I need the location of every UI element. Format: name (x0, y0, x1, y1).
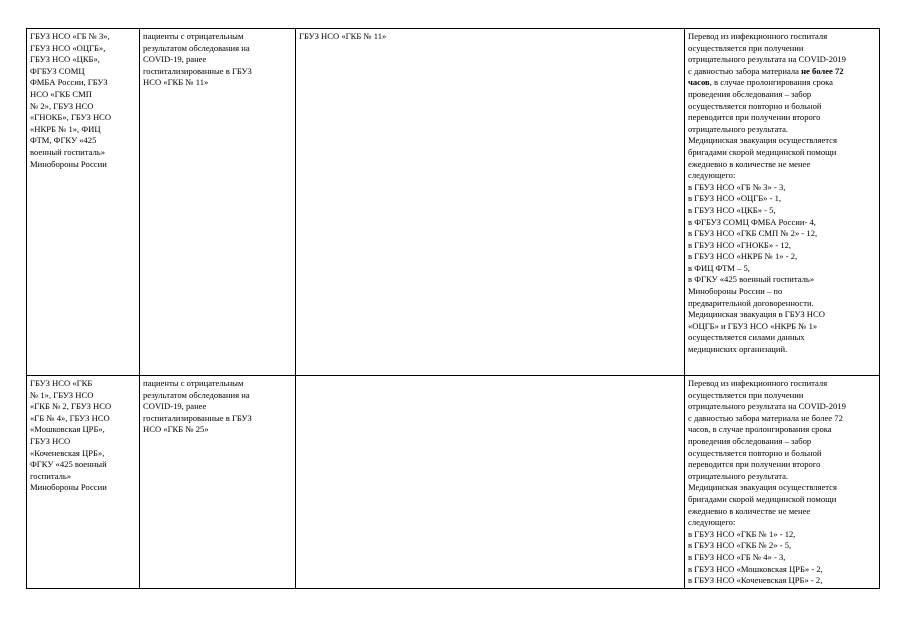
table-row (27, 376, 880, 589)
source-hospitals-cell: ГБУЗ НСО «ГКБ № 1», ГБУЗ НСО «ГКБ № 2, ГБУЗ НСО «ГБ № 4», ГБУЗ НСО «Мошковская ЦРБ», ГБУЗ НСО «Коченевская ЦРБ», ФГКУ «425 военный госпиталь» Минобороны России (27, 376, 140, 589)
table-row (27, 29, 880, 376)
patient-category-cell: пациенты с отрицательным результатом обследования на COVID-19, ранее госпитализированные в ГБУЗ НСО «ГКБ № 25» (140, 376, 296, 589)
origin-hospital-cell (296, 376, 685, 589)
origin-hospital-cell: ГБУЗ НСО «ГКБ № 11» (296, 29, 685, 376)
patient-category-cell: пациенты с отрицательным результатом обследования на COVID-19, ранее госпитализированные в ГБУЗ НСО «ГКБ № 11» (140, 29, 296, 376)
transfer-conditions-cell: Перевод из инфекционного госпиталя осуществляется при получении отрицательного результата на COVID-2019 с давностью забора материала не более 72 часов, в случае пролонгирования срока проведения обследования – забор осуществляется повторно и больной переводится при получении второго отрицательного результата. Медицинская эвакуация осуществляется бригадами скорой медицинской помощи ежедневно в количестве не менее следующего: в ГБУЗ НСО «ГКБ № 1» - 12, в ГБУЗ НСО «ГКБ № 2» - 5, в ГБУЗ НСО «ГБ № 4» - 3, в ГБУЗ НСО «Мошковская ЦРБ» - 2, в ГБУЗ НСО «Коченевская ЦРБ» - 2, (685, 376, 880, 589)
source-hospitals-cell: ГБУЗ НСО «ГБ № 3», ГБУЗ НСО «ОЦГБ», ГБУЗ НСО «ЦКБ», ФГБУЗ СОМЦ ФМБА России, ГБУЗ НСО «ГКБ СМП № 2», ГБУЗ НСО «ГНОКБ», ГБУЗ НСО «НКРБ № 1», ФИЦ ФТМ, ФГКУ «425 военный госпиталь» Минобороны России (27, 29, 140, 376)
evacuation-table (26, 28, 880, 589)
transfer-conditions-cell: Перевод из инфекционного госпиталя осуществляется при получении отрицательного результата на COVID-2019 с давностью забора материала не более 72 часов, в случае пролонгирования срока проведения обследования – забор осуществляется повторно и больной переводится при получении второго отрицательного результата. Медицинская эвакуация осуществляется бригадами скорой медицинской помощи ежедневно в количестве не менее следующего: в ГБУЗ НСО «ГБ № 3» - 3, в ГБУЗ НСО «ОЦГБ» - 1, в ГБУЗ НСО «ЦКБ» - 5, в ФГБУЗ СОМЦ ФМБА России- 4, в ГБУЗ НСО «ГКБ СМП № 2» - 12, в ГБУЗ НСО «ГНОКБ» - 12, в ГБУЗ НСО «НКРБ № 1» - 2, в ФИЦ ФТМ – 5, в ФГКУ «425 военный госпиталь» Минобороны России – по предварительной договоренности. Медицинская эвакуация в ГБУЗ НСО «ОЦГБ» и ГБУЗ НСО «НКРБ № 1» осуществляется силами данных медицинских организаций. (685, 29, 880, 376)
